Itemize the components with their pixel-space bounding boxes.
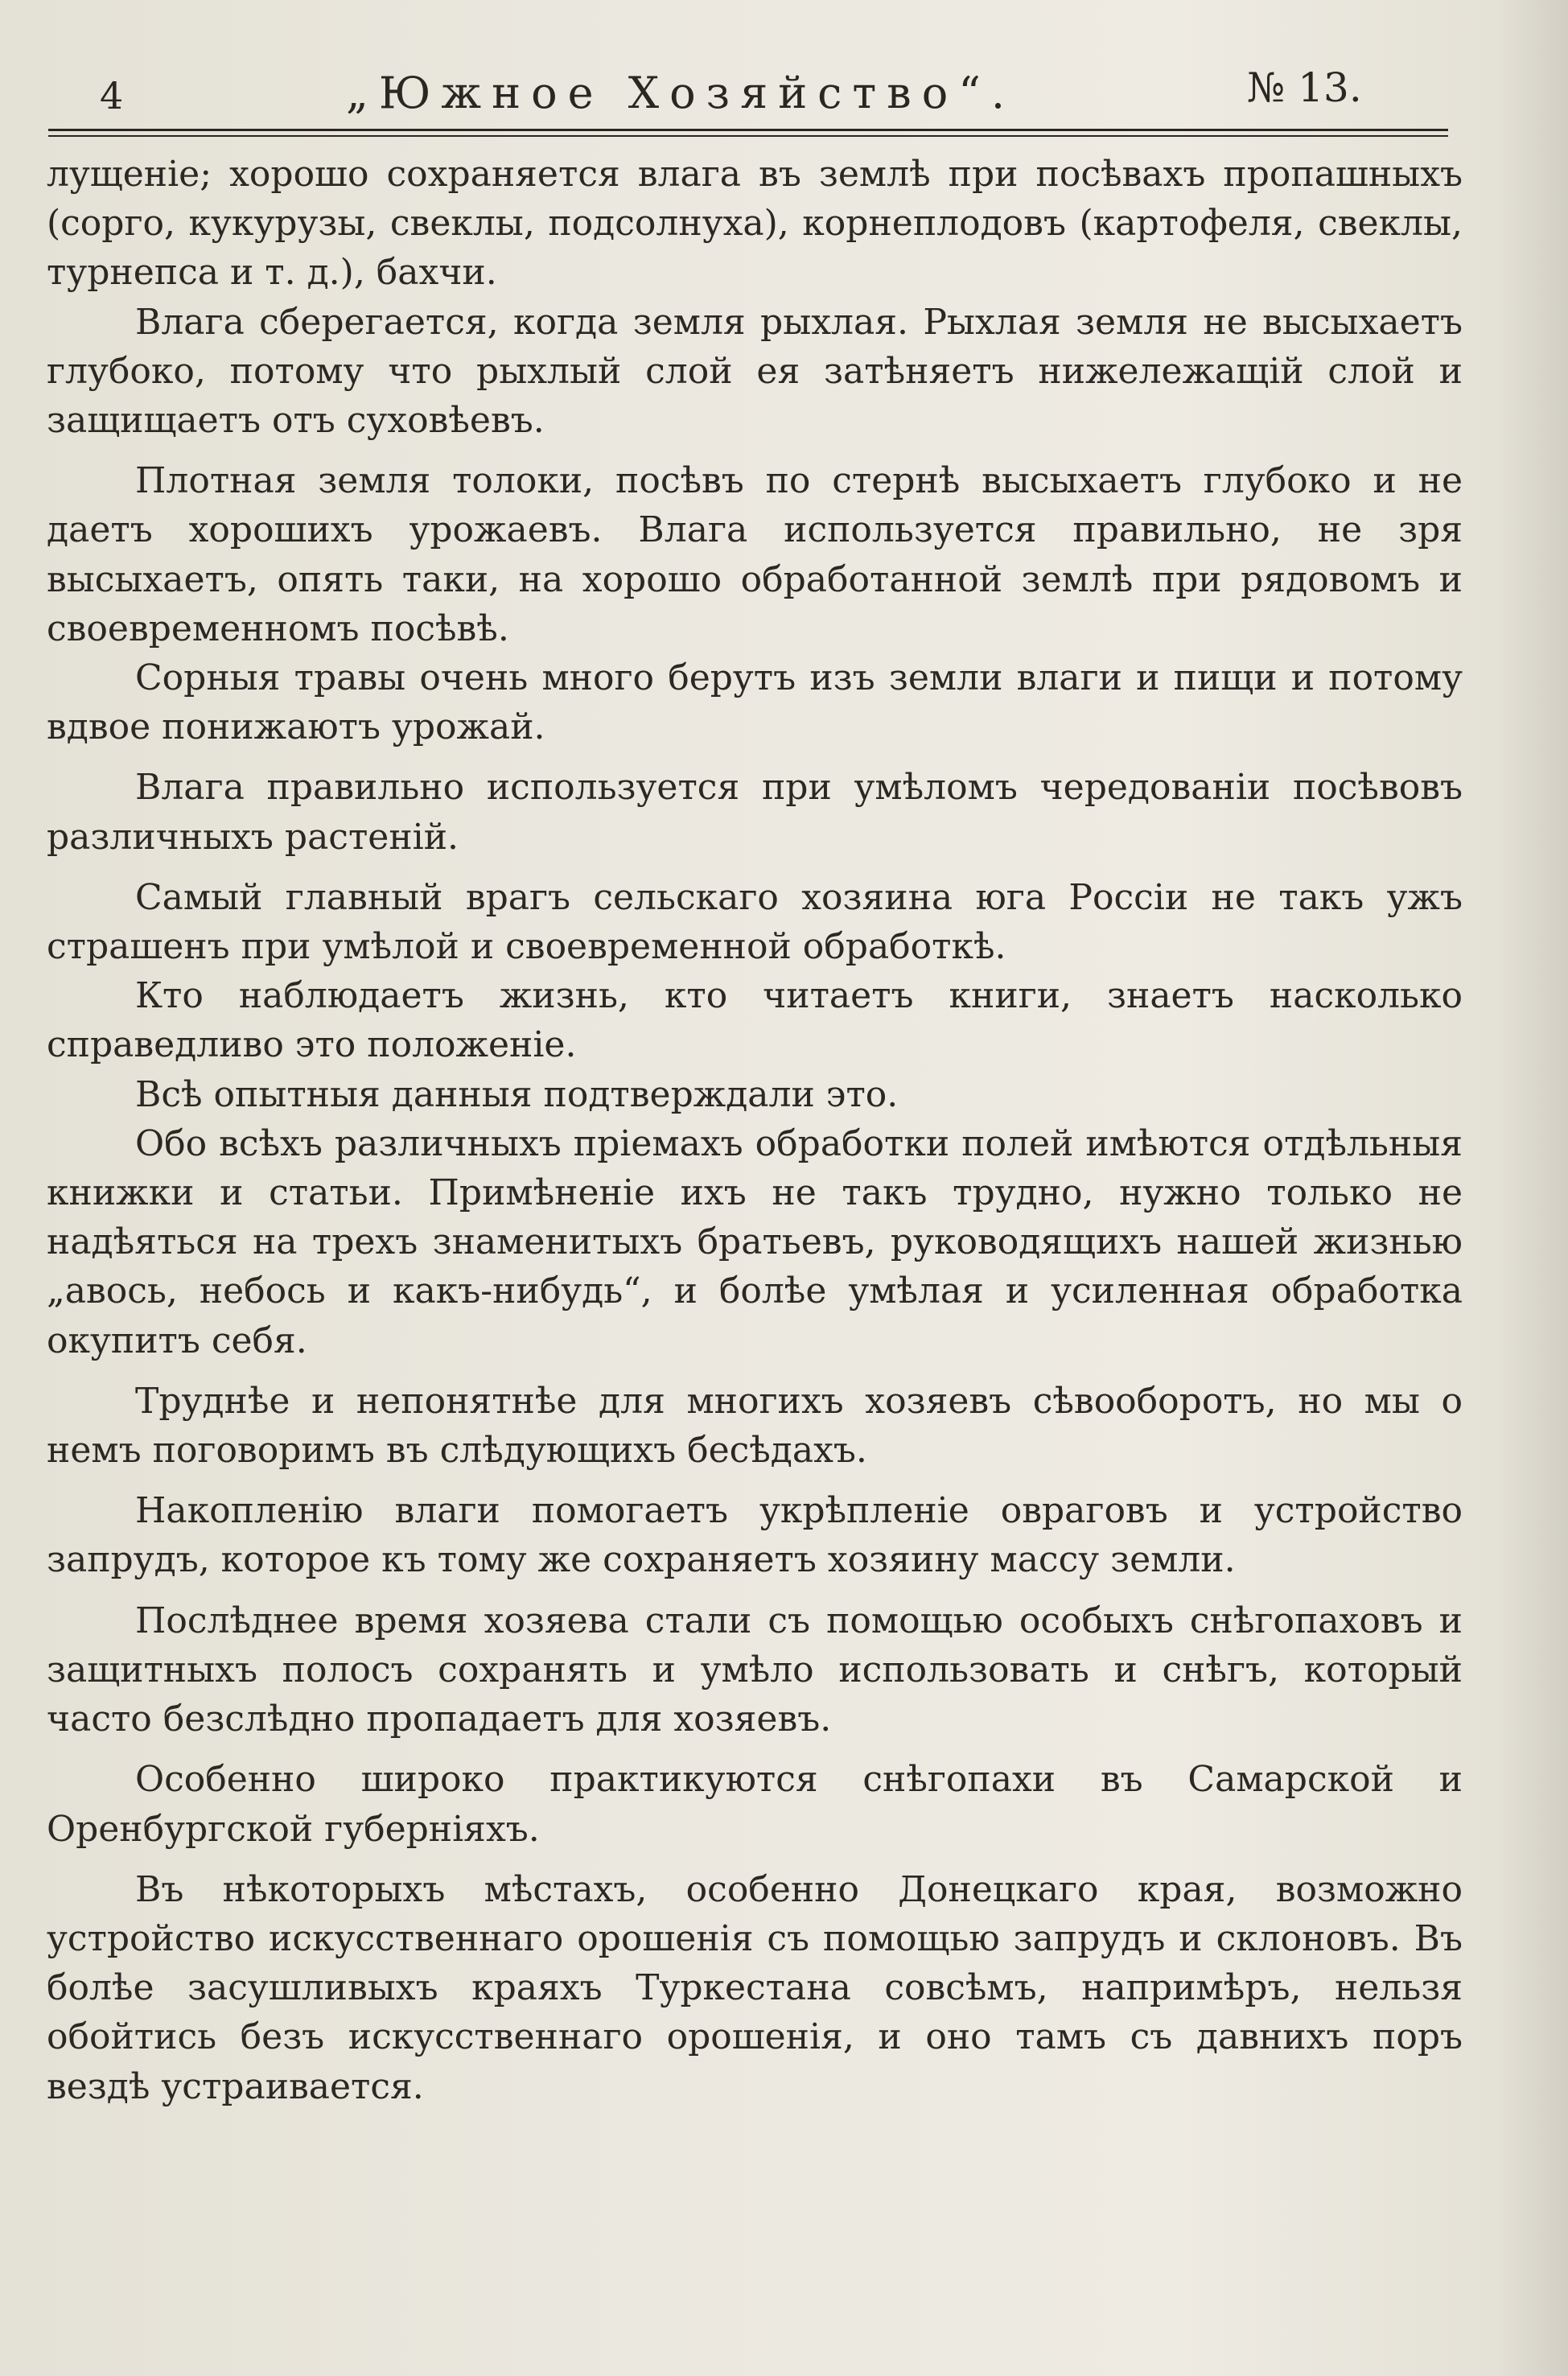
paragraph-3: Плотная земля толоки, посѣвъ по стернѣ высыхаетъ глубоко и не даетъ хорошихъ урожаевъ. Влага используется правильно, не зря высыхаетъ, опять таки, на хорошо обработанной землѣ при рядовомъ и своевременномъ посѣвѣ. <box>47 460 1463 649</box>
paragraph-12: Послѣднее время хозяева стали съ помощью особыхъ снѣгопаховъ и защитныхъ полосъ сохранять и умѣло использовать и снѣгъ, который часто безслѣдно пропадаетъ для хозяевъ. <box>47 1600 1463 1740</box>
paragraph-13: Особенно широко практикуются снѣгопахи въ Самарской и Оренбургской губерніяхъ. <box>47 1759 1463 1850</box>
paragraph-9: Обо всѣхъ различныхъ пріемахъ обработки полей имѣются отдѣльныя книжки и статьи. Примѣненіе ихъ не такъ трудно, нужно только не надѣяться на трехъ знаменитыхъ братьевъ, руководящихъ нашей жизнью „авось, небось и какъ-нибудь“, и болѣе умѣлая и усиленная обработка окупитъ себя. <box>47 1122 1463 1361</box>
running-header <box>48 56 1448 121</box>
page-number: 4 <box>100 74 124 117</box>
article-body <box>47 150 1463 2111</box>
paragraph-10: Труднѣе и непонятнѣе для многихъ хозяевъ сѣвооборотъ, но мы о немъ поговоримъ въ слѣдующихъ бесѣдахъ. <box>47 1380 1463 1472</box>
page-edge-shadow <box>1496 0 1568 2376</box>
paragraph-4: Сорныя травы очень много берутъ изъ земли влаги и пищи и потому вдвое понижаютъ урожай. <box>47 657 1463 748</box>
paragraph-8: Всѣ опытныя данныя подтверждали это. <box>135 1073 899 1115</box>
header-rule-top <box>48 129 1448 131</box>
paragraph-14: Въ нѣкоторыхъ мѣстахъ, особенно Донецкаго края, возможно устройство искусственнаго орошенія съ помощью запрудъ и склоновъ. Въ болѣе засушливыхъ краяхъ Туркестана совсѣмъ, напримѣръ, нельзя обойтись безъ искусственнаго орошенія, и оно тамъ съ давнихъ поръ вездѣ устраивается. <box>47 1868 1463 2107</box>
journal-title: „Южное Хозяйство“. <box>346 68 1015 118</box>
paragraph-7: Кто наблюдаетъ жизнь, кто читаетъ книги, знаетъ насколько справедливо это положеніе. <box>47 975 1463 1066</box>
paragraph-6: Самый главный врагъ сельскаго хозяина юга Россіи не такъ ужъ страшенъ при умѣлой и своевременной обработкѣ. <box>47 876 1463 968</box>
issue-number: № 13. <box>1247 64 1362 111</box>
header-rule-bottom <box>48 135 1448 137</box>
paragraph-2: Влага сберегается, когда земля рыхлая. Рыхлая земля не высыхаетъ глубоко, потому что рыхлый слой ея затѣняетъ нижележащій слой и защищаетъ отъ суховѣевъ. <box>47 301 1463 442</box>
paragraph-5: Влага правильно используется при умѣломъ чередованіи посѣвовъ различныхъ растеній. <box>47 767 1463 858</box>
paragraph-1: лущеніе; хорошо сохраняется влага въ землѣ при посѣвахъ пропашныхъ (сорго, кукурузы, свеклы, подсолнуха), корнеплодовъ (картофеля, свеклы, турнепса и т. д.), бахчи. <box>47 154 1463 294</box>
paragraph-11: Накопленію влаги помогаетъ укрѣпленіе овраговъ и устройство запрудъ, которое къ тому же сохраняетъ хозяину массу земли. <box>47 1490 1463 1581</box>
